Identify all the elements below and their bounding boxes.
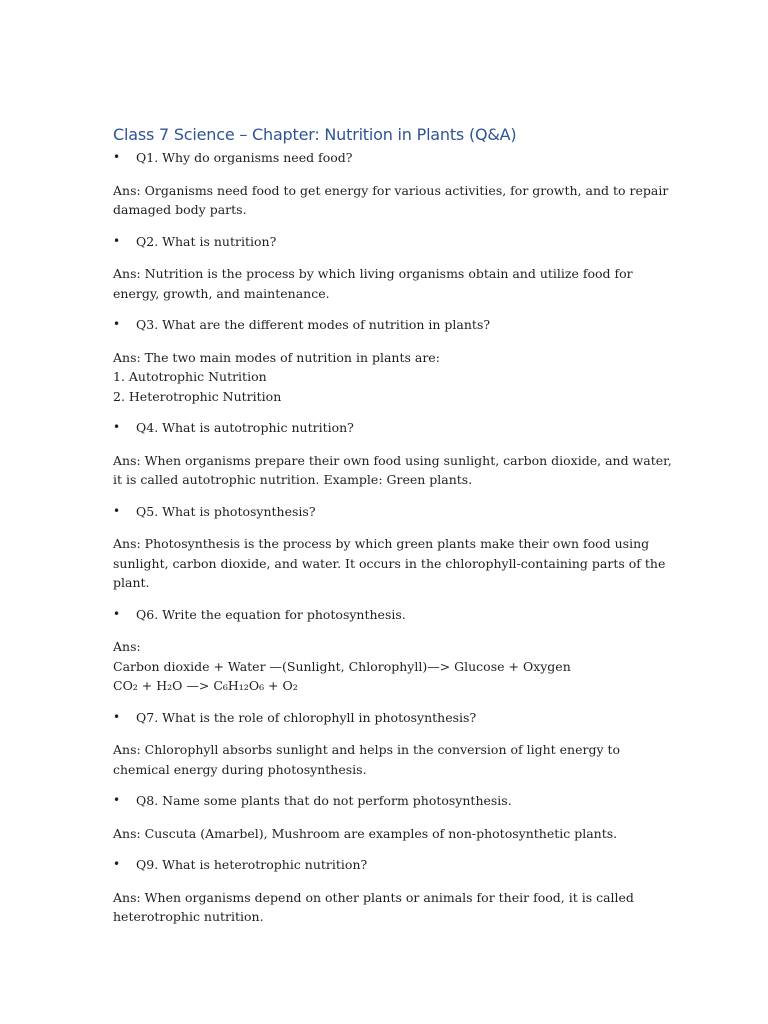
answer-1 <box>113 181 673 220</box>
bullet-icon: • <box>113 420 121 434</box>
question-2 <box>113 232 673 252</box>
answer-2 <box>113 264 673 303</box>
answer-line: 1. Autotrophic Nutrition <box>113 369 267 384</box>
bullet-icon: • <box>113 793 121 807</box>
answer-6 <box>113 637 673 696</box>
answer-line: Ans: Photosynthesis is the process by which green plants make their own food using sunlight, carbon dioxide, and water. It occurs in the chlorophyll-containing parts of the plant. <box>113 536 666 590</box>
bullet-icon: • <box>113 857 121 871</box>
document-content <box>113 124 673 939</box>
bullet-icon: • <box>113 150 121 164</box>
question-text: Q4. What is autotrophic nutrition? <box>136 420 354 435</box>
question-1 <box>113 148 673 168</box>
question-4 <box>113 418 673 438</box>
answer-8 <box>113 824 673 844</box>
question-5 <box>113 502 673 522</box>
answer-line: Ans: Organisms need food to get energy for various activities, for growth, and to repair damaged body parts. <box>113 182 669 217</box>
question-text: Q3. What are the different modes of nutrition in plants? <box>136 317 491 332</box>
answer-line: Ans: When organisms depend on other plants or animals for their food, it is called heterotrophic nutrition. <box>113 889 634 924</box>
question-7 <box>113 708 673 728</box>
answer-line: Carbon dioxide + Water —(Sunlight, Chlorophyll)—> Glucose + Oxygen <box>113 658 571 674</box>
question-text: Q1. Why do organisms need food? <box>136 150 353 165</box>
answer-line: Ans: Cuscuta (Amarbel), Mushroom are examples of non-photosynthetic plants. <box>113 825 618 841</box>
question-text: Q9. What is heterotrophic nutrition? <box>136 857 368 872</box>
answer-line: CO₂ + H₂O —> C₆H₁₂O₆ + O₂ <box>113 678 298 693</box>
answer-line: Ans: Nutrition is the process by which living organisms obtain and utilize food for energy, growth, and maintenance. <box>113 266 633 301</box>
answer-3 <box>113 348 673 407</box>
answer-line: Ans: Chlorophyll absorbs sunlight and helps in the conversion of light energy to chemical energy during photosynthesis. <box>113 742 621 777</box>
question-8 <box>113 791 673 811</box>
document-title: Class 7 Science – Chapter: Nutrition in Plants (Q&A) <box>113 125 517 144</box>
question-text: Q7. What is the role of chlorophyll in photosynthesis? <box>136 709 477 725</box>
answer-9 <box>113 888 673 927</box>
bullet-icon: • <box>113 606 121 621</box>
question-text: Q5. What is photosynthesis? <box>136 503 316 519</box>
question-9 <box>113 855 673 875</box>
question-3 <box>113 315 673 335</box>
question-6 <box>113 605 673 625</box>
question-text: Q2. What is nutrition? <box>136 233 277 249</box>
bullet-icon: • <box>113 709 121 724</box>
answer-line: Ans: <box>113 639 141 654</box>
answer-5 <box>113 534 673 593</box>
answer-line: Ans: When organisms prepare their own food using sunlight, carbon dioxide, and water, it is called autotrophic nutrition. Example: Green plants. <box>113 452 672 487</box>
answer-line: Ans: The two main modes of nutrition in plants are: <box>113 349 440 365</box>
answer-line: 2. Heterotrophic Nutrition <box>113 388 282 404</box>
answer-7 <box>113 740 673 779</box>
bullet-icon: • <box>113 503 121 518</box>
question-text: Q6. Write the equation for photosynthesis. <box>136 606 406 622</box>
question-text: Q8. Name some plants that do not perform photosynthesis. <box>136 793 512 808</box>
bullet-icon: • <box>113 317 121 331</box>
qa-list <box>113 148 673 927</box>
answer-4 <box>113 451 673 490</box>
bullet-icon: • <box>113 233 121 248</box>
